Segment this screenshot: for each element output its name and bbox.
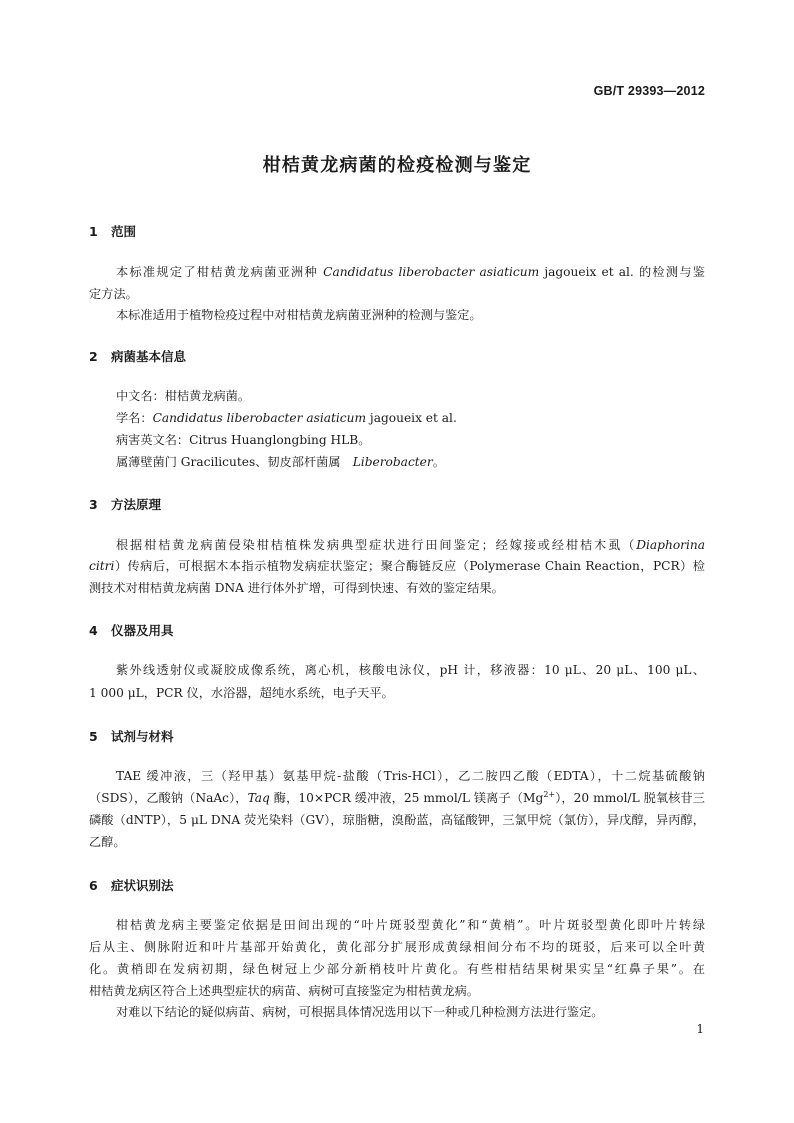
section-number: 5 <box>89 729 98 744</box>
species-name: Candidatus liberobacter asiaticum <box>152 411 367 425</box>
text: ）传病后，可根据木本指示植物发病症状鉴定；聚合酶链反应（Polymerase Chain Reaction，PCR）检 <box>114 559 705 573</box>
section-6-line-2: 后从主、侧脉附近和叶片基部开始黄化，黄化部分扩展形成黄绿相间分布不均的斑驳，后来可以全叶黄 <box>89 940 705 954</box>
label: 学名： <box>116 411 153 425</box>
text: （SDS），乙酸钠（NaAc）， <box>89 791 248 805</box>
chinese-name-line: 中文名：柑桔黄龙病菌。 <box>116 389 251 403</box>
page-number: 1 <box>696 1022 704 1036</box>
genus-name: Liberobacter <box>352 455 433 469</box>
section-1-paragraph-1-line-1 <box>116 263 705 281</box>
section-2-heading <box>89 347 186 365</box>
section-3-line-2 <box>89 557 705 575</box>
taxonomy-line <box>116 453 445 471</box>
section-6-line-3: 化。黄梢即在发病初期，绿色树冠上少部分新梢枝叶片黄化。有些柑桔结果树果实呈“红鼻子果”。在 <box>89 962 705 976</box>
section-1-paragraph-1-line-2 <box>89 285 138 303</box>
species-name: Diaphorina <box>636 538 705 552</box>
section-6-line-5: 对难以下结论的疑似病苗、病树，可根据具体情况选用以下一种或几种检测方法进行鉴定。 <box>116 1005 604 1019</box>
scientific-name-line <box>116 409 457 427</box>
section-5-line-1: TAE 缓冲液，三（羟甲基）氨基甲烷-盐酸（Tris-HCl），乙二胺四乙酸（EDTA），十二烷基硫酸钠 <box>116 769 705 783</box>
section-5-line-4: 乙醇。 <box>89 835 126 849</box>
section-number: 3 <box>89 497 98 512</box>
text: ），20 mmol/L 脱氧核苷三 <box>555 791 705 805</box>
english-name-line: 病害英文名：Citrus Huanglongbing HLB。 <box>116 433 371 447</box>
text: 。 <box>432 455 445 469</box>
text: jagoueix et al. <box>366 411 457 425</box>
species-name: citri <box>89 559 115 573</box>
section-3-line-1 <box>116 536 705 554</box>
section-title: 症状识别法 <box>111 878 174 893</box>
enzyme-name: Taq <box>247 791 270 805</box>
section-title: 范围 <box>111 224 137 239</box>
species-name: Candidatus liberobacter asiaticum <box>323 265 540 279</box>
text: 酶，10×PCR 缓冲液，25 mmol/L 镁离子（Mg <box>269 791 544 805</box>
text: 属薄壁菌门 Gracilicutes、韧皮部杆菌属 <box>116 455 353 469</box>
section-title: 方法原理 <box>111 497 162 512</box>
section-3-heading <box>89 495 161 513</box>
section-title: 试剂与材料 <box>111 729 174 744</box>
superscript: 2+ <box>543 790 556 799</box>
section-6-line-1: 柑桔黄龙病主要鉴定依据是田间出现的“叶片斑驳型黄化”和“黄梢”。叶片斑驳型黄化即叶片转绿 <box>116 918 705 932</box>
section-number: 2 <box>89 349 98 364</box>
text: 本标准规定了柑桔黄龙病菌亚洲种 <box>116 265 324 279</box>
section-title: 病菌基本信息 <box>111 349 187 364</box>
section-6-heading <box>89 876 174 894</box>
section-4-line-2: 1 000 μL，PCR 仪，水浴器，超纯水系统，电子天平。 <box>89 686 394 700</box>
text: 根据柑桔黄龙病菌侵染柑桔植株发病典型症状进行田间鉴定；经嫁接或经柑桔木虱（ <box>116 538 637 552</box>
standard-number: GB/T 29393—2012 <box>593 84 705 98</box>
section-4-heading <box>89 621 174 639</box>
section-5-heading <box>89 727 174 745</box>
section-5-line-2 <box>89 789 705 807</box>
section-1-paragraph-2: 本标准适用于植物检疫过程中对柑桔黄龙病菌亚洲种的检测与鉴定。 <box>116 308 482 322</box>
section-number: 6 <box>89 878 98 893</box>
section-5-line-3: 磷酸（dNTP），5 μL DNA 荧光染料（GV），琼脂糖，溴酚蓝，高锰酸钾，三氯甲烷（氯仿），异戊醇，异丙醇， <box>89 813 705 827</box>
section-number: 1 <box>89 224 98 239</box>
section-1-heading <box>89 222 136 240</box>
section-4-line-1: 紫外线透射仪或凝胶成像系统，离心机，核酸电泳仪，pH 计，移液器：10 μL、20 μL、100 μL、 <box>116 663 705 677</box>
section-6-line-4: 柑桔黄龙病区符合上述典型症状的病苗、病树可直接鉴定为柑桔黄龙病。 <box>89 984 479 998</box>
document-title: 柑桔黄龙病菌的检疫检测与鉴定 <box>262 155 532 176</box>
text: 定方法。 <box>89 287 138 301</box>
section-3-line-3: 测技术对柑桔黄龙病菌 DNA 进行体外扩增，可得到快速、有效的鉴定结果。 <box>89 581 504 595</box>
section-number: 4 <box>89 623 98 638</box>
section-title: 仪器及用具 <box>111 623 174 638</box>
text: jagoueix et al. 的检测与鉴 <box>539 265 705 279</box>
